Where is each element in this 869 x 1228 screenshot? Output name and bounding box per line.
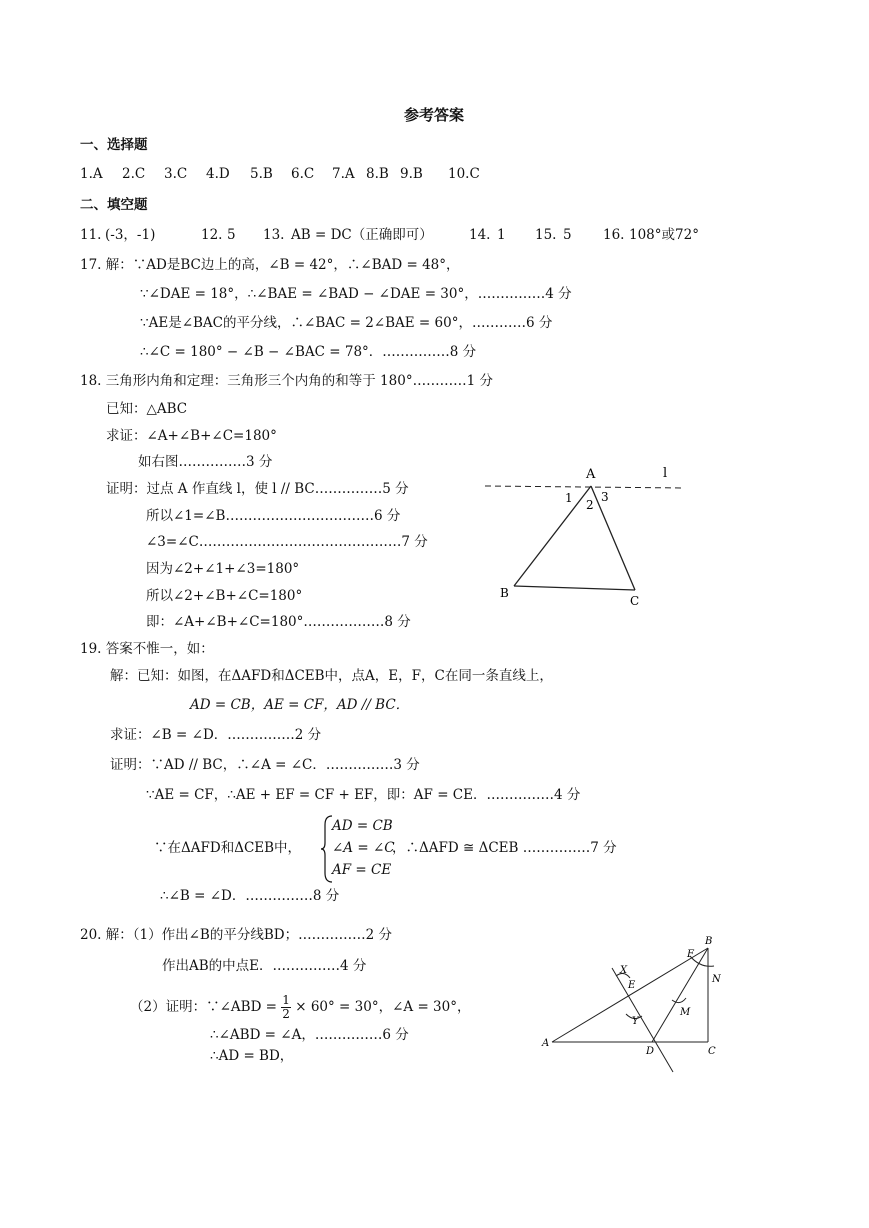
segment-ab <box>552 948 708 1042</box>
label-n: N <box>712 974 721 985</box>
q20-construction-figure <box>530 930 750 1080</box>
choice-answer: 9.B <box>400 166 423 182</box>
fill-answer: 5 <box>227 227 236 243</box>
q20-line-3 <box>130 994 470 1021</box>
q18-proof-3: ∠3=∠C………………………………………7 分 <box>146 534 428 550</box>
label-e: E <box>628 980 636 991</box>
q19-line-1: 19. 答案不惟一，如： <box>80 641 214 657</box>
q19-prove: 求证：∠B = ∠D．……………2 分 <box>110 727 322 743</box>
q17-line-2: ∵∠DAE = 18°，∴∠BAE = ∠BAD − ∠DAE = 30°，……………4 分 <box>140 286 572 302</box>
label-l: l <box>663 466 668 481</box>
choice-answer: 6.C <box>291 166 315 182</box>
label-c: C <box>708 1046 716 1057</box>
choice-answers <box>80 165 480 183</box>
q18-prove: 求证：∠A+∠B+∠C=180° <box>106 428 277 444</box>
system-eq-1: AD = CB <box>332 818 393 834</box>
choice-answer: 2.C <box>122 166 146 182</box>
side-bc <box>514 586 635 590</box>
choice-answer: 8.B <box>366 166 389 182</box>
q19-proof-1: 证明：∵AD // BC，∴∠A = ∠C．……………3 分 <box>110 757 420 773</box>
label-x: X <box>620 965 628 976</box>
q17-line-3: ∵AE是∠BAC的平分线，∴∠BAC = 2∠BAE = 60°，…………6 分 <box>140 315 553 331</box>
q20-line-3-post: × 60° = 30°，∠A = 30°， <box>295 999 471 1015</box>
fill-number: 15. <box>535 227 557 243</box>
q18-triangle-figure <box>480 460 700 610</box>
q20-line-4: ∴∠ABD = ∠A，……………6 分 <box>210 1027 409 1043</box>
label-angle-3: 3 <box>601 490 609 504</box>
fill-answer: 5 <box>563 227 572 243</box>
choice-answer: 7.A <box>332 166 355 182</box>
q20-line-5: ∴AD = BD， <box>210 1048 294 1064</box>
q19-given: 解：已知：如图，在ΔAFD和ΔCEB中，点A，E，F，C在同一条直线上， <box>110 668 553 684</box>
fill-answers <box>80 226 699 244</box>
side-ac <box>591 486 635 590</box>
q20-line-2: 作出AB的中点E．……………4 分 <box>162 958 367 974</box>
parallel-line-l <box>485 486 685 488</box>
q19-proof-3-pre: ∵在ΔAFD和ΔCEB中， <box>154 840 302 856</box>
system-eq-3: AF = CE <box>332 862 392 878</box>
q19-given-conditions: AD = CB，AE = CF，AD // BC． <box>190 697 410 713</box>
fill-answer: 108°或72° <box>629 227 699 243</box>
q20-line-1: 20. 解：（1）作出∠B的平分线BD；……………2 分 <box>80 927 392 943</box>
q18-proof-2: 所以∠1=∠B……………………………6 分 <box>146 508 401 524</box>
q19-proof-2: ∵AE = CF，∴AE + EF = CF + EF，即：AF = CE．……………4 分 <box>146 787 581 803</box>
label-a: A <box>542 1038 550 1049</box>
section-fill-heading: 二、填空题 <box>80 197 148 213</box>
label-angle-1: 1 <box>565 491 573 505</box>
choice-answer: 3.C <box>164 166 188 182</box>
label-m: M <box>680 1007 691 1018</box>
fill-number: 13. <box>263 227 285 243</box>
choice-answer: 4.D <box>206 166 230 182</box>
label-b: B <box>705 936 713 947</box>
choice-answer: 5.B <box>250 166 273 182</box>
label-y: Y <box>632 1016 639 1027</box>
perpendicular-bisector <box>612 968 673 1072</box>
label-d: D <box>646 1046 655 1057</box>
label-angle-2: 2 <box>586 498 594 512</box>
choice-answer: 1.A <box>80 166 103 182</box>
label-c: C <box>630 594 640 608</box>
side-ab <box>514 486 591 586</box>
page-title: 参考答案 <box>404 106 465 124</box>
label-a: A <box>586 467 596 482</box>
q19-proof-3-post: ，∴ΔAFD ≅ ΔCEB ……………7 分 <box>392 840 617 856</box>
q18-proof-5: 所以∠2+∠B+∠C=180° <box>146 588 303 604</box>
fill-number: 11. <box>80 227 102 243</box>
section-choice-heading: 一、选择题 <box>80 137 148 153</box>
label-f: F <box>687 949 694 960</box>
q18-proof-6: 即：∠A+∠B+∠C=180°………………8 分 <box>146 614 411 630</box>
q18-see-figure: 如右图……………3 分 <box>138 454 273 470</box>
fraction-numerator: 1 <box>282 993 290 1007</box>
q18-line-1: 18. 三角形内角和定理：三角形三个内角的和等于 180°…………1 分 <box>80 373 493 389</box>
fraction-one-half <box>281 994 291 1021</box>
fraction-denominator: 2 <box>282 1007 290 1021</box>
fill-number: 16. <box>603 227 625 243</box>
fill-answer: 1 <box>497 227 506 243</box>
arc-m <box>672 998 686 1003</box>
fill-number: 14. <box>469 227 491 243</box>
label-b: B <box>500 586 509 600</box>
fill-answer: AB = DC（正确即可） <box>291 227 433 243</box>
choice-answer: 10.C <box>448 166 480 182</box>
system-eq-2: ∠A = ∠C <box>332 840 395 856</box>
q17-line-1: 17. 解：∵AD是BC边上的高，∠B = 42°，∴∠BAD = 48°， <box>80 257 460 273</box>
bisector-bd <box>652 948 708 1042</box>
q18-given: 已知：△ABC <box>106 401 188 417</box>
q17-line-4: ∴∠C = 180° − ∠B − ∠BAC = 78°．……………8 分 <box>140 344 477 360</box>
fill-answer: (-3，-1) <box>105 227 156 243</box>
q19-conclusion: ∴∠B = ∠D．……………8 分 <box>160 888 340 904</box>
q18-proof-1: 证明：过点 A 作直线 l，使 l // BC……………5 分 <box>106 481 409 497</box>
q20-line-3-pre: （2）证明：∵∠ABD = <box>130 999 277 1015</box>
fill-number: 12. <box>201 227 223 243</box>
q18-proof-4: 因为∠2+∠1+∠3=180° <box>146 561 300 577</box>
